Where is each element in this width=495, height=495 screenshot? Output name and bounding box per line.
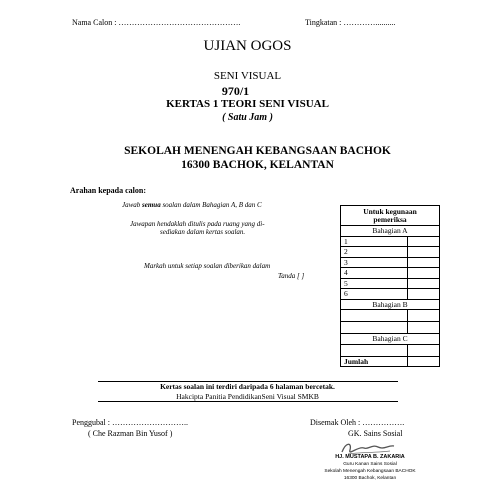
prepared-by-label: Penggubal : ……………………….. bbox=[72, 418, 188, 427]
question-number: 5 bbox=[341, 278, 408, 289]
mark-cell[interactable] bbox=[408, 268, 440, 279]
official-stamp bbox=[300, 440, 440, 490]
question-number: 3 bbox=[341, 257, 408, 268]
checked-by-role: GK. Sains Sosial bbox=[348, 429, 403, 438]
checked-by-label: Disemak Oleh : ……………. bbox=[310, 418, 405, 427]
blank-cell bbox=[341, 322, 408, 334]
mark-cell[interactable] bbox=[408, 322, 440, 334]
stamp-school: Sekolah Menengah Kebangsaan BACHOK bbox=[324, 469, 416, 474]
exam-title: UJIAN OGOS bbox=[203, 38, 292, 54]
section-b-label: Bahagian B bbox=[341, 299, 440, 310]
mark-cell[interactable] bbox=[408, 278, 440, 289]
instruction-1: Jawab semua soalan dalam Bahagian A, B dan C bbox=[122, 201, 262, 209]
mark-cell[interactable] bbox=[408, 289, 440, 300]
section-c-label: Bahagian C bbox=[341, 334, 440, 345]
prepared-by-name: ( Che Razman Bin Yusof ) bbox=[88, 429, 173, 438]
instruction-2b: sediakan dalam kertas soalan. bbox=[160, 228, 246, 236]
candidate-name-label: Nama Calon : ………………………………………. bbox=[72, 18, 241, 27]
instruction-3b: Tanda [ ] bbox=[278, 272, 305, 280]
blank-cell bbox=[341, 310, 408, 322]
stamp-role: Guru Kanan Sains Sosial bbox=[343, 462, 397, 467]
pages-note: Kertas soalan ini terdiri daripada 6 halaman bercetak. bbox=[160, 382, 335, 391]
section-c-row bbox=[341, 334, 440, 345]
table-header-row bbox=[341, 206, 440, 226]
mark-cell[interactable] bbox=[408, 344, 440, 356]
mark-cell[interactable] bbox=[408, 247, 440, 258]
examiner-marks-table bbox=[340, 205, 440, 367]
question-number: 2 bbox=[341, 247, 408, 258]
table-row bbox=[341, 289, 440, 300]
question-number: 6 bbox=[341, 289, 408, 300]
copyright-note: Hakcipta Panitia PendidikanSeni Visual SMKB bbox=[176, 392, 319, 401]
table-row bbox=[341, 344, 440, 356]
stamp-name: HJ. MUSTAPA B. ZAKARIA bbox=[335, 454, 405, 460]
table-row bbox=[341, 268, 440, 279]
paper-code: 970/1 bbox=[221, 84, 250, 98]
table-row bbox=[341, 322, 440, 334]
section-b-row bbox=[341, 299, 440, 310]
question-number: 4 bbox=[341, 268, 408, 279]
mark-cell[interactable] bbox=[408, 236, 440, 247]
total-label: Jumlah bbox=[341, 356, 408, 367]
instructions-heading: Arahan kepada calon: bbox=[70, 186, 147, 195]
table-row bbox=[341, 247, 440, 258]
duration: ( Satu Jam ) bbox=[222, 112, 273, 123]
blank-cell bbox=[341, 344, 408, 356]
table-row bbox=[341, 257, 440, 268]
paper-title: KERTAS 1 TEORI SENI VISUAL bbox=[166, 98, 329, 110]
section-a-label: Bahagian A bbox=[341, 226, 440, 237]
mark-cell[interactable] bbox=[408, 310, 440, 322]
instruction-2a: Jawapan hendaklah ditulis pada ruang yang di- bbox=[130, 220, 265, 228]
table-row bbox=[341, 236, 440, 247]
stamp-address: 16300 Bachok, Kelantan bbox=[343, 476, 397, 481]
mark-cell[interactable] bbox=[408, 257, 440, 268]
total-cell[interactable] bbox=[408, 356, 440, 367]
school-address: 16300 BACHOK, KELANTAN bbox=[181, 159, 334, 171]
class-label: Tingkatan : ………….......... bbox=[305, 18, 396, 27]
divider-bottom bbox=[98, 401, 398, 402]
subject-title: SENI VISUAL bbox=[213, 70, 282, 82]
total-row bbox=[341, 356, 440, 367]
school-name: SEKOLAH MENENGAH KEBANGSAAN BACHOK bbox=[124, 145, 391, 157]
table-row bbox=[341, 278, 440, 289]
question-number: 1 bbox=[341, 236, 408, 247]
table-header: Untuk kegunaan pemeriksa bbox=[341, 206, 440, 226]
section-a-row bbox=[341, 226, 440, 237]
table-row bbox=[341, 310, 440, 322]
instruction-3a: Markah untuk setiap soalan diberikan dalam bbox=[144, 262, 271, 270]
